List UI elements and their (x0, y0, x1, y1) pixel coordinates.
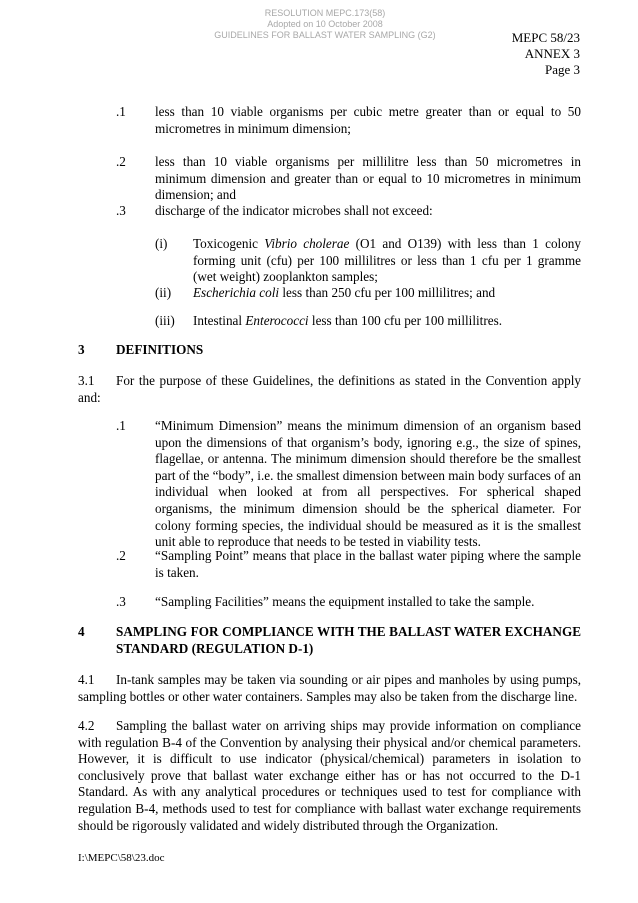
paragraph-number: 4.2 (78, 718, 95, 733)
annex-label: ANNEX 3 (524, 46, 580, 61)
list-item-text: less than 10 viable organisms per cubic metre greater than or equal to 50 micrometres in minimum dimension; (155, 104, 581, 136)
definition-number: .2 (116, 548, 126, 563)
sub-item-number: (i) (155, 236, 168, 251)
section-title: DEFINITIONS (116, 342, 204, 357)
section-title: SAMPLING FOR COMPLIANCE WITH THE BALLAST WATER EXCHANGE STANDARD (REGULATION D-1) (116, 624, 581, 656)
definition-text: “Minimum Dimension” means the minimum dimension of an organism based upon the dimensions of that organism’s body, ignoring e.g., the size of spines, flagellae, or antenna. The minimum dimension should therefore be the smallest part of the “body”, i.e. the smallest dimension between main body surfaces of an individual when looked at from all perspectives. For spherical shaped organisms, the minimum dimension should be the spherical diameter. For colony forming species, the individual should be measured as it is the smallest unit able to reproduce that needs to be tested in viability tests. (155, 418, 581, 550)
page-header (512, 30, 580, 78)
sub-item-number: (ii) (155, 285, 172, 300)
watermark-line-1: RESOLUTION MEPC.173(58) (264, 8, 386, 18)
list-item-number: .3 (116, 203, 126, 218)
paragraph-4-1 (78, 672, 581, 705)
list-item-text: less than 10 viable organisms per millilitre less than 50 micrometres in minimum dimension and greater than or equal to 10 micrometres in minimum dimension; and (155, 154, 581, 203)
watermark-line-2: Adopted on 10 October 2008 (267, 19, 383, 29)
section-number: 3 (78, 342, 85, 357)
paragraph-number: 4.1 (78, 672, 95, 687)
resolution-watermark (175, 8, 475, 41)
definition-text: “Sampling Point” means that place in the ballast water piping where the sample is taken. (155, 548, 581, 580)
organism-name: Escherichia coli (193, 285, 280, 300)
sub-item-text: Escherichia coli less than 250 cfu per 100 millilitres; and (193, 285, 496, 300)
list-item-number: .2 (116, 154, 126, 169)
paragraph-text: For the purpose of these Guidelines, the definitions as stated in the Convention apply and: (78, 373, 581, 405)
organism-name: Vibrio cholerae (264, 236, 350, 251)
list-item-number: .1 (116, 104, 126, 119)
section-number: 4 (78, 624, 85, 639)
list-item-text: discharge of the indicator microbes shall not exceed: (155, 203, 433, 218)
paragraph-number: 3.1 (78, 373, 95, 388)
definition-number: .3 (116, 594, 126, 609)
definition-text: “Sampling Facilities” means the equipment installed to take the sample. (155, 594, 535, 609)
definition-number: .1 (116, 418, 126, 433)
paragraph-text: In-tank samples may be taken via sounding or air pipes and manholes by using pumps, sampling bottles or other water containers. Samples may also be taken from the discharge line. (78, 672, 581, 704)
file-path-footer: I:\MEPC\58\23.doc (78, 852, 165, 864)
organism-name: Enterococci (245, 313, 309, 328)
doc-reference: MEPC 58/23 (511, 30, 580, 45)
sub-item-text: Intestinal Enterococci less than 100 cfu per 100 millilitres. (193, 313, 502, 328)
paragraph-3-1 (78, 373, 581, 406)
page-number: Page 3 (544, 62, 580, 77)
paragraph-text: Sampling the ballast water on arriving ships may provide information on compliance with regulation B-4 of the Convention by analysing their physical and/or chemical parameters. However, it is difficult to use indicator (physical/chemical) parameters in isolation to conclusively prove that ballast water exchange either has or has not occurred to the D-1 Standard. As with any analytical procedures or techniques used to test for compliance with regulation B-4, methods used to test for compliance with ballast water exchange requirements should be rigorously validated and widely distributed through the Organization. (78, 718, 581, 833)
watermark-line-3: GUIDELINES FOR BALLAST WATER SAMPLING (G2) (214, 30, 436, 40)
sub-item-text: Toxicogenic Vibrio cholerae (O1 and O139) with less than 1 colony forming unit (cfu) per 100 millilitres or less than 1 cfu per 1 gramme (wet weight) zooplankton samples; (193, 236, 581, 285)
paragraph-4-2 (78, 718, 581, 834)
sub-item-number: (iii) (155, 313, 175, 328)
